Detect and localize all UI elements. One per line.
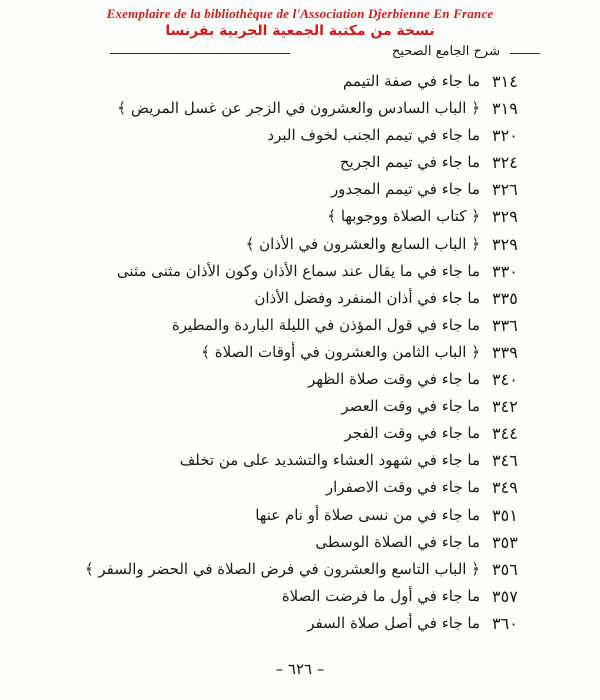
toc-entry (60, 176, 550, 203)
toc-entry-title: ﴿ الباب الثامن والعشرون في أوقات الصلاة ﴾ (201, 342, 480, 361)
toc-entry-title: ﴿ الباب التاسع والعشرون في فرض الصلاة في الحضر والسفر ﴾ (84, 559, 480, 578)
toc-entry-title: ﴿ الباب السابع والعشرون في الأذان ﴾ (245, 234, 480, 253)
running-head-title: شرح الجامع الصحيح (391, 44, 500, 59)
toc-entry-title: ﴿ الباب السادس والعشرون في الزجر عن غسل المريض ﴾ (117, 99, 480, 118)
toc-entry (60, 556, 550, 583)
toc-page-number: ٣٥٦ (492, 559, 518, 579)
toc-entry-title: ما جاء في تيمم الجنب لخوف البرد (267, 126, 480, 145)
toc-page-number: ٣٤٩ (492, 478, 518, 498)
toc-entry (60, 583, 550, 610)
library-stamp (0, 6, 600, 40)
toc-entry-title: ما جاء في تيمم المجدور (330, 180, 480, 199)
stamp-french-text: Exemplaire de la bibliothèque de l'Association Djerbienne En France (106, 6, 494, 21)
toc-page-number: ٣٣٠ (492, 261, 518, 281)
toc-page-number: ٣٥٣ (492, 532, 518, 552)
running-head (110, 42, 540, 62)
toc-entry-title: ما جاء في تيمم الجريح (339, 153, 480, 172)
toc-entry (60, 122, 550, 149)
toc-entry (60, 447, 550, 474)
toc-page-number: ٣٥٧ (492, 586, 518, 606)
toc-page-number: ٣١٤ (492, 72, 518, 91)
toc-entry (60, 203, 550, 230)
header-rule-left (110, 53, 290, 54)
toc-page-number: ٣٣٦ (492, 315, 518, 335)
stamp-arabic-text: نسخة من مكتبة الجمعية الجربية بفرنسا (165, 23, 435, 39)
toc-page-number: ٣٤٠ (492, 370, 518, 390)
toc-page-number: ٣٤٦ (492, 451, 518, 471)
toc-entry-title: ما جاء في وقت الفجر (344, 424, 480, 443)
toc-entry (60, 68, 550, 95)
toc-page-number: ٣٤٤ (492, 424, 518, 444)
toc-page-number: ٣٢٩ (492, 234, 518, 254)
toc-page-number: ٣٣٥ (492, 288, 518, 308)
toc-entry (60, 529, 550, 556)
toc-entry-title: ما جاء في أول ما فرضت الصلاة (281, 586, 480, 605)
toc-entry (60, 149, 550, 176)
toc-entry-title: ما جاء في أصل صلاة السفر (307, 613, 480, 632)
toc-entry (60, 312, 550, 339)
toc-page-number: ٣٣٩ (492, 342, 518, 362)
toc-page-number: ٣١٩ (492, 99, 518, 119)
toc-entry-title: ﴿ كتاب الصلاة ووجوبها ﴾ (327, 207, 480, 226)
toc-entry-title: ما جاء في وقت الاصفرار (325, 478, 480, 497)
toc-entry-title: ما جاء في ما يقال عند سماع الأذان وكون الأذان مثنى مثنى (116, 261, 480, 280)
toc-entry (60, 95, 550, 122)
toc-entry (60, 258, 550, 285)
toc-entry-title: ما جاء في وقت العصر (341, 397, 480, 416)
toc-entry-title: ما جاء في أذان المنفرد وفضل الأذان (254, 288, 480, 307)
toc-entry-title: ما جاء في وقت صلاة الظهر (308, 370, 480, 389)
toc-page-number: ٣٤٢ (492, 397, 518, 417)
toc-entry-title: ما جاء في شهود العشاء والتشديد على من تخلف (179, 451, 480, 470)
toc-entry (60, 366, 550, 393)
table-of-contents (60, 68, 550, 637)
toc-page-number: ٣٦٠ (492, 613, 518, 633)
toc-entry (60, 339, 550, 366)
toc-entry-title: ما جاء في قول المؤذن في الليلة الباردة والمطيرة (171, 315, 480, 334)
toc-entry (60, 502, 550, 529)
header-rule-right (510, 53, 540, 54)
toc-page-number: ٣٢٠ (492, 126, 518, 146)
toc-entry-title: ما جاء في الصلاة الوسطى (315, 532, 480, 551)
page-number: – ٦٢٦ – (275, 660, 325, 678)
toc-entry (60, 393, 550, 420)
toc-page-number: ٣٢٩ (492, 207, 518, 227)
toc-entry (60, 420, 550, 447)
toc-page-number: ٣٢٦ (492, 180, 518, 200)
toc-entry-title: ما جاء في صفة التيمم (342, 72, 480, 90)
toc-entry-title: ما جاء في من نسى صلاة أو نام عنها (255, 505, 480, 524)
toc-entry (60, 610, 550, 637)
toc-page-number: ٣٢٤ (492, 153, 518, 173)
toc-entry (60, 285, 550, 312)
toc-entry (60, 474, 550, 501)
toc-entry (60, 231, 550, 258)
toc-page-number: ٣٥١ (492, 505, 518, 525)
